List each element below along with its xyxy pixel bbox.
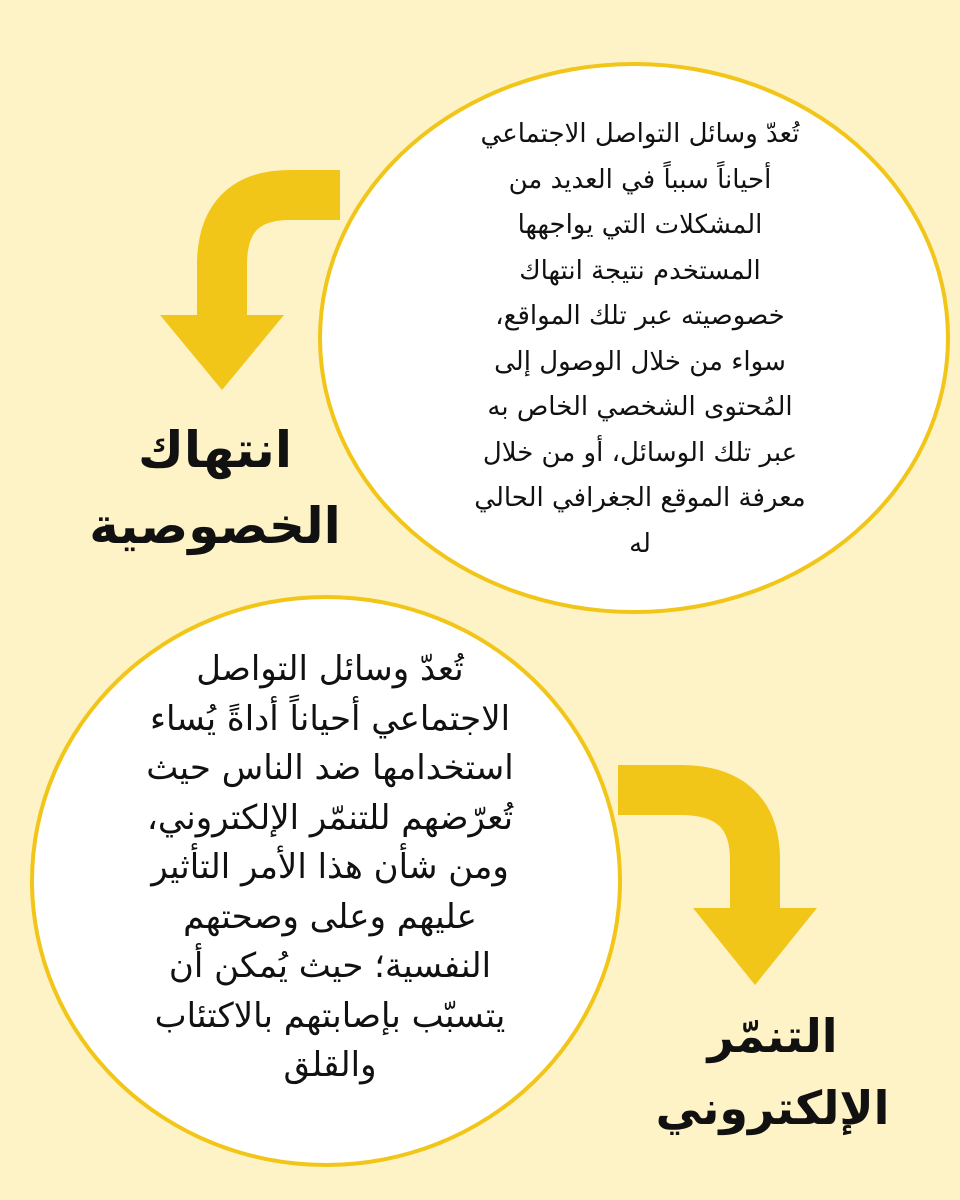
text-line: ومن شأن هذا الأمر التأثير (151, 847, 509, 887)
text-line: له (629, 528, 651, 559)
curved-arrow-bottom (618, 790, 817, 985)
cyberbullying-heading (600, 1000, 945, 1144)
text-line: يتسبّب بإصابتهم بالاكتئاب (154, 995, 506, 1036)
text-line: استخدامها ضد الناس حيث (146, 748, 514, 788)
text-line: أحياناً سبباً في العديد من (508, 164, 772, 195)
privacy-body-text (400, 112, 880, 567)
text-line: الاجتماعي أحياناً أداةً يُساء (149, 698, 511, 739)
heading-line: التنمّر (707, 1009, 838, 1063)
heading-line: الخصوصية (89, 497, 341, 555)
text-line: تُعدّ وسائل التواصل الاجتماعي (480, 119, 800, 149)
text-line: المُحتوى الشخصي الخاص به (487, 392, 793, 422)
text-line: والقلق (283, 1045, 377, 1085)
privacy-heading (70, 412, 360, 564)
text-line: تُعرّضهم للتنمّر الإلكتروني، (146, 797, 514, 838)
text-line: المستخدم نتيجة انتهاك (519, 255, 761, 286)
text-line: عبر تلك الوسائل، أو من خلال (482, 437, 798, 468)
heading-line: الإلكتروني (655, 1081, 890, 1135)
text-line: المشكلات التي يواجهها (517, 210, 763, 240)
text-line: معرفة الموقع الجغرافي الحالي (474, 483, 806, 513)
text-line: تُعدّ وسائل التواصل (196, 649, 464, 689)
heading-line: انتهاك (138, 421, 292, 479)
text-line: خصوصيته عبر تلك المواقع، (495, 301, 785, 331)
cyberbullying-body-text (90, 645, 570, 1091)
text-line: سواء من خلال الوصول إلى (494, 346, 786, 377)
text-line: عليهم وعلى وصحتهم (183, 896, 477, 937)
text-line: النفسية؛ حيث يُمكن أن (168, 946, 492, 986)
curved-arrow-top (160, 195, 340, 390)
